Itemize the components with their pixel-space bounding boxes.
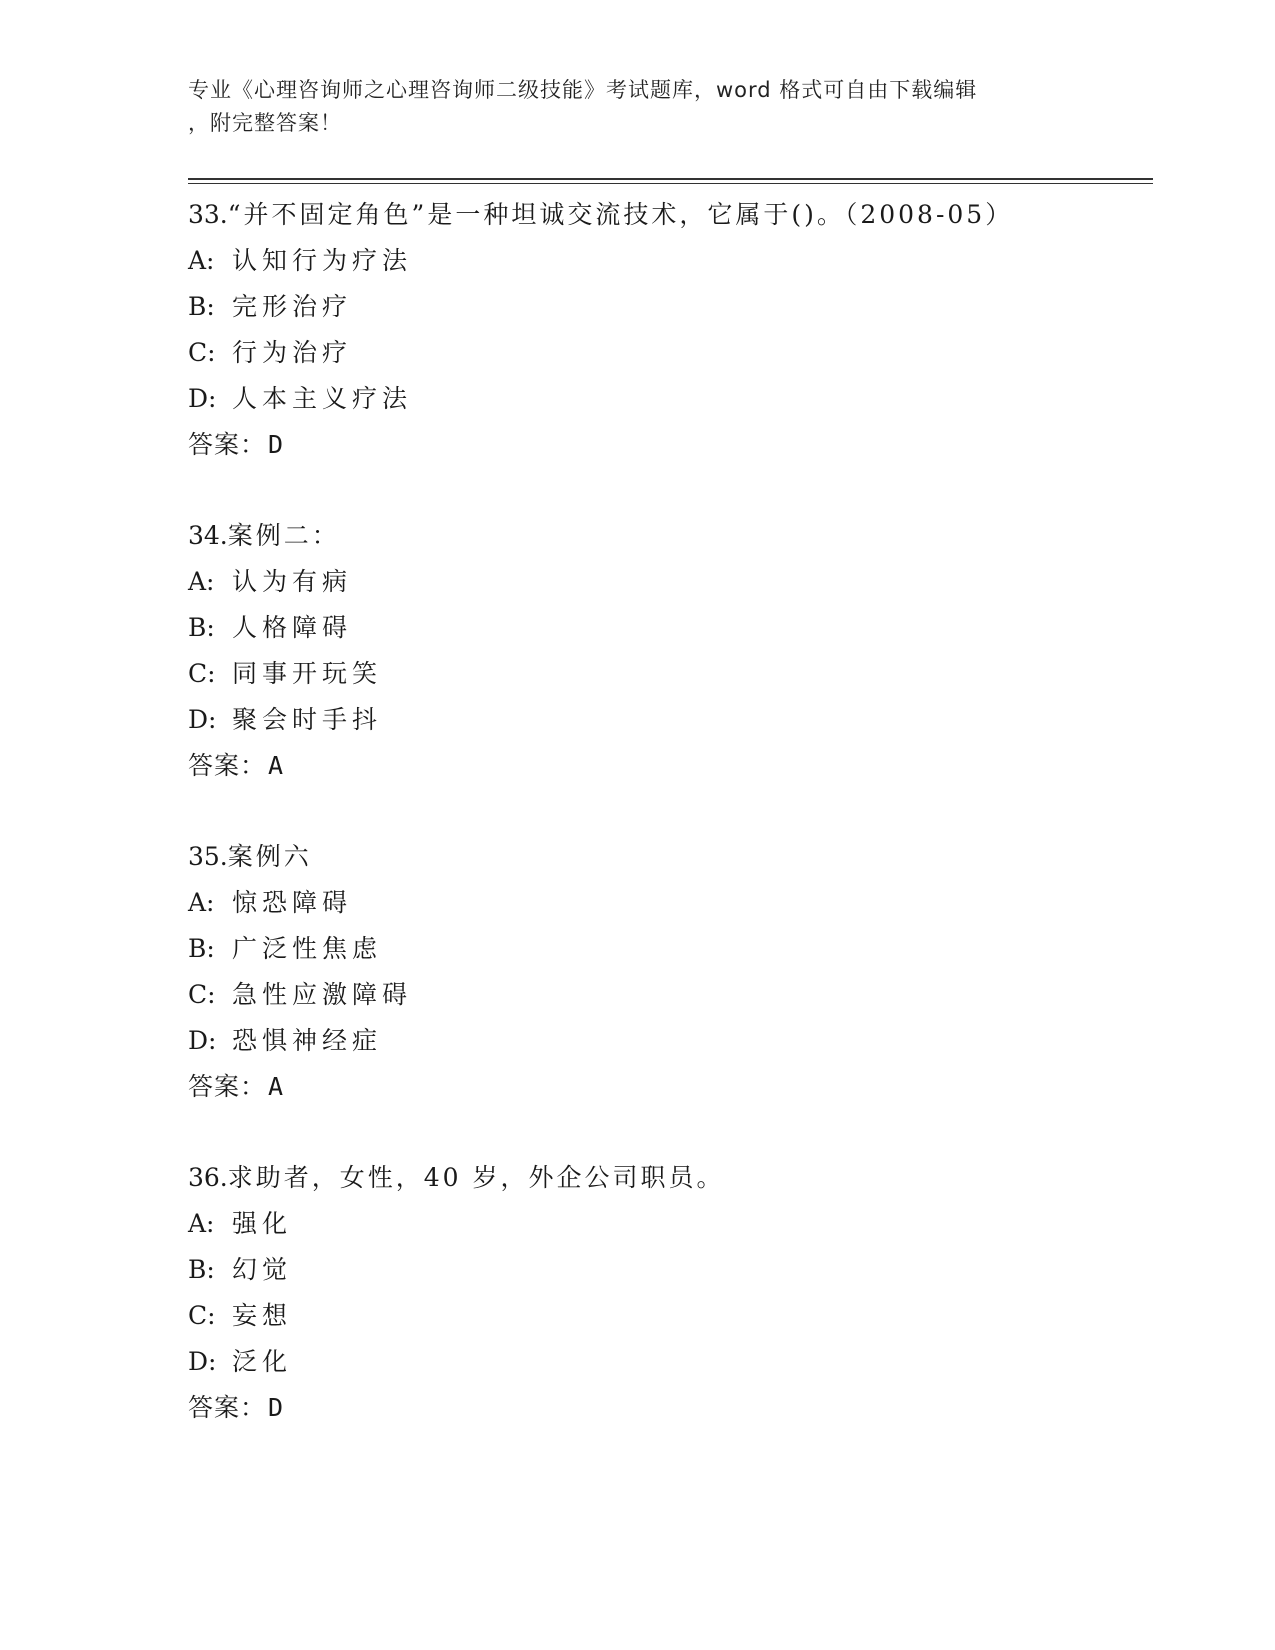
answer-option — [188, 1293, 1148, 1339]
answer-line — [188, 1064, 1148, 1110]
option-text: 认知行为疗法 — [232, 246, 413, 275]
option-text: 妄想 — [232, 1301, 293, 1330]
option-text: 强化 — [232, 1209, 293, 1238]
answer-value: A — [268, 1072, 284, 1101]
option-key: D: — [188, 705, 217, 734]
answer-option — [188, 1339, 1148, 1385]
option-key: C: — [188, 659, 216, 688]
option-key: A: — [188, 246, 215, 275]
answer-label: 答案： — [188, 751, 267, 780]
question-block — [188, 1155, 1148, 1431]
question-text: 案例六 — [227, 842, 312, 871]
option-text: 恐惧神经症 — [232, 1026, 383, 1055]
option-text: 泛化 — [232, 1347, 293, 1376]
option-key: D: — [188, 1026, 217, 1055]
answer-option — [188, 972, 1148, 1018]
answer-value: D — [268, 430, 284, 459]
question-number: 36. — [188, 1163, 228, 1192]
question-number: 33. — [188, 200, 228, 229]
option-key: C: — [188, 338, 216, 367]
option-text: 急性应激障碍 — [232, 980, 413, 1009]
option-key: A: — [188, 567, 215, 596]
answer-value: A — [268, 751, 284, 780]
header-title-line-1: 专业《心理咨询师之心理咨询师二级技能》考试题库，word 格式可自由下载编辑 — [188, 78, 978, 102]
header-divider-thin — [188, 183, 1153, 184]
question-list — [188, 192, 1148, 1431]
answer-line — [188, 743, 1148, 789]
question-text: “并不固定角色”是一种坦诚交流技术，它属于()。（2008-05） — [227, 200, 1014, 229]
question-block — [188, 834, 1148, 1110]
question-text: 求助者，女性，40 岁，外企公司职员。 — [227, 1163, 725, 1192]
answer-option — [188, 1018, 1148, 1064]
answer-option — [188, 284, 1148, 330]
question-block — [188, 192, 1148, 468]
answer-option — [188, 376, 1148, 422]
answer-option — [188, 926, 1148, 972]
option-text: 同事开玩笑 — [232, 659, 383, 688]
question-stem — [188, 1155, 1148, 1201]
option-text: 幻觉 — [232, 1255, 293, 1284]
option-key: A: — [188, 1209, 215, 1238]
option-text: 完形治疗 — [232, 292, 353, 321]
answer-label: 答案： — [188, 1072, 267, 1101]
answer-option — [188, 880, 1148, 926]
option-key: D: — [188, 1347, 217, 1376]
answer-option — [188, 697, 1148, 743]
answer-value: D — [268, 1393, 284, 1422]
answer-option — [188, 559, 1148, 605]
option-text: 惊恐障碍 — [232, 888, 353, 917]
option-key: B: — [188, 1255, 215, 1284]
question-stem — [188, 513, 1148, 559]
option-key: D: — [188, 384, 217, 413]
option-key: C: — [188, 980, 216, 1009]
option-text: 认为有病 — [232, 567, 353, 596]
question-number: 35. — [188, 842, 228, 871]
option-text: 聚会时手抖 — [232, 705, 383, 734]
question-block — [188, 513, 1148, 789]
option-text: 行为治疗 — [232, 338, 353, 367]
option-key: A: — [188, 888, 215, 917]
document-header — [188, 74, 1068, 140]
option-text: 广泛性焦虑 — [232, 934, 383, 963]
option-key: B: — [188, 934, 215, 963]
option-text: 人本主义疗法 — [232, 384, 413, 413]
answer-line — [188, 422, 1148, 468]
answer-option — [188, 651, 1148, 697]
answer-option — [188, 1247, 1148, 1293]
question-text: 案例二： — [227, 521, 340, 550]
answer-option — [188, 238, 1148, 284]
answer-option — [188, 330, 1148, 376]
answer-line — [188, 1385, 1148, 1431]
question-number: 34. — [188, 521, 228, 550]
answer-label: 答案： — [188, 1393, 267, 1422]
answer-option — [188, 605, 1148, 651]
answer-option — [188, 1201, 1148, 1247]
question-stem — [188, 834, 1148, 880]
option-text: 人格障碍 — [232, 613, 353, 642]
option-key: C: — [188, 1301, 216, 1330]
header-divider-thick — [188, 178, 1153, 180]
option-key: B: — [188, 292, 215, 321]
answer-label: 答案： — [188, 430, 267, 459]
header-title-line-2: ，附完整答案！ — [188, 111, 342, 135]
option-key: B: — [188, 613, 215, 642]
question-stem — [188, 192, 1148, 238]
